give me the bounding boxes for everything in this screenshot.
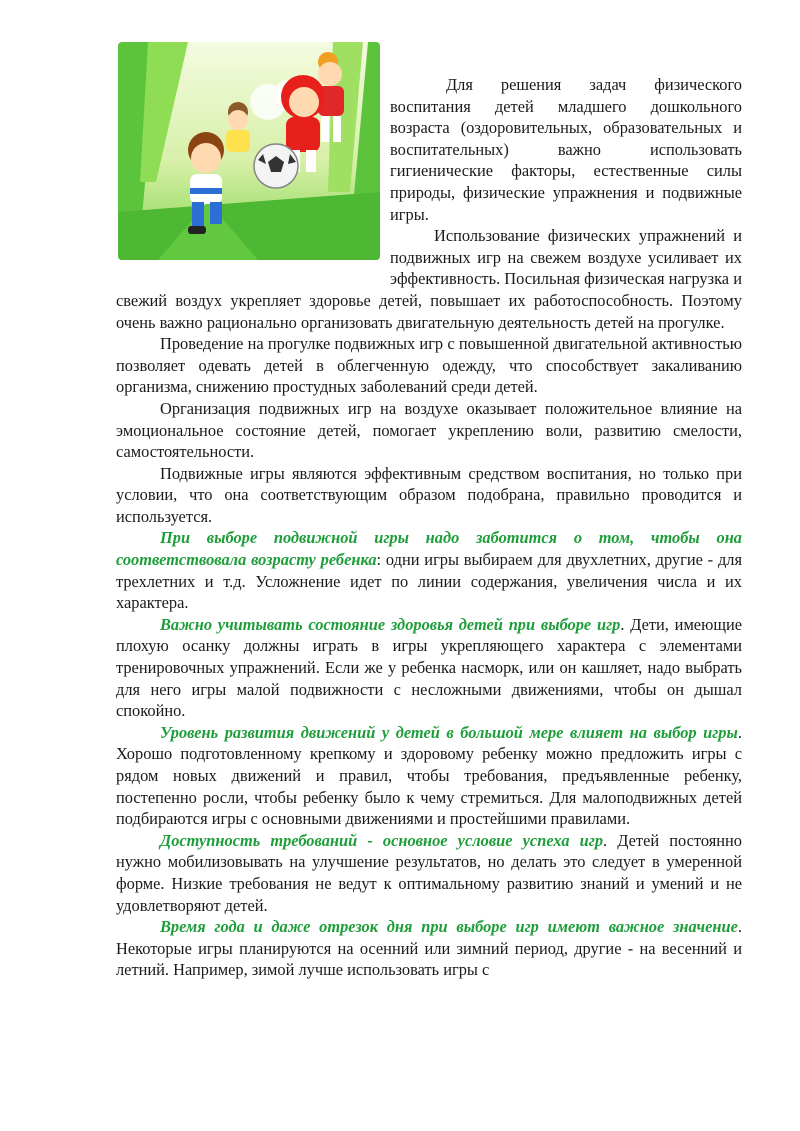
highlight-text: Важно учитывать состояние здоровья детей при выборе игр xyxy=(160,614,621,634)
highlight-text: Доступность требований - основное условие успеха игр xyxy=(160,830,604,850)
paragraph: Организация подвижных игр на воздухе оказывает положительное влияние на эмоциональное состояние детей, помогает укреплению воли, развитию смелости, самостоятельности. xyxy=(116,398,742,462)
paragraph: Важно учитывать состояние здоровья детей при выборе игр. Дети, имеющие плохую осанку должны играть в игры укрепляющего характера с элементами тренировочных упражнений. Если же у ребенка насморк, или он кашляет, надо выбрать для него игры малой подвижности с несложными движениями, чтобы он дышал спокойно. xyxy=(116,614,742,721)
paragraph: Доступность требований - основное условие успеха игр. Детей постоянно нужно мобилизовывать на улучшение результатов, но делать это следует в умеренной форме. Низкие требования не ведут к оптимальному развитию знаний и умений и не удовлетворяют детей. xyxy=(116,830,742,915)
paragraph: Проведение на прогулке подвижных игр с повышенной двигательной активностью позволяет одевать детей в облегченную одежду, что способствует закаливанию организма, снижению простудных заболеваний среди детей. xyxy=(116,334,742,397)
highlight-text: Уровень развития движений у детей в большой мере влияет на выбор игры xyxy=(160,722,738,742)
paragraph: При выборе подвижной игры надо заботится о том, чтобы она соответствовала возрасту ребенка: одни игры выбираем для двухлетних, другие - для трехлетних и т.д. Усложнение идет по линии содержания, увеличения числа и их характера. xyxy=(116,528,743,613)
paragraph: Использование физических упражнений и подвижных игр на свежем воздухе усиливает их эффективность. Посильная физическая нагрузка и свежий воздух укрепляет здоровье детей, повышает их работоспособность. Поэтому очень важно рационально организовать двигательную деятельность детей на прогулке. xyxy=(116,226,742,332)
paragraph: Уровень развития движений у детей в большой мере влияет на выбор игры. Хорошо подготовленному крепкому и здоровому ребенку можно предложить игры с рядом новых движений и правил, чтобы требования, предъявленные ребенку, постепенно росли, чтобы ребенку было к чему стремиться. Для малоподвижных детей подбираются игры с основными движениями и простейшими правилами. xyxy=(116,722,742,829)
highlight-text: При выборе подвижной игры надо заботится о том, чтобы она соответствовала возрасту ребенка xyxy=(116,528,742,570)
highlight-text: Время года и даже отрезок дня при выборе игр имеют важное значение xyxy=(160,917,738,937)
paragraph: Время года и даже отрезок дня при выборе игр имеют важное значение. Некоторые игры планируются на осенний или зимний период, другие - на весенний и летний. Например, зимой лучше использовать игры с xyxy=(116,917,742,980)
paragraph: Для решения задач физического воспитания детей младшего дошкольного возраста (оздоровительных, образовательных и воспитательных) важно использовать гигиенические факторы, естественные силы природы, физические упражнения и подвижные игры. xyxy=(390,75,742,224)
illustration-spacer xyxy=(116,74,390,272)
paragraph: Подвижные игры являются эффективным средством воспитания, но только при условии, что она соответствующим образом подобрана, правильно проводится и используется. xyxy=(116,463,742,526)
article-text xyxy=(116,74,742,981)
